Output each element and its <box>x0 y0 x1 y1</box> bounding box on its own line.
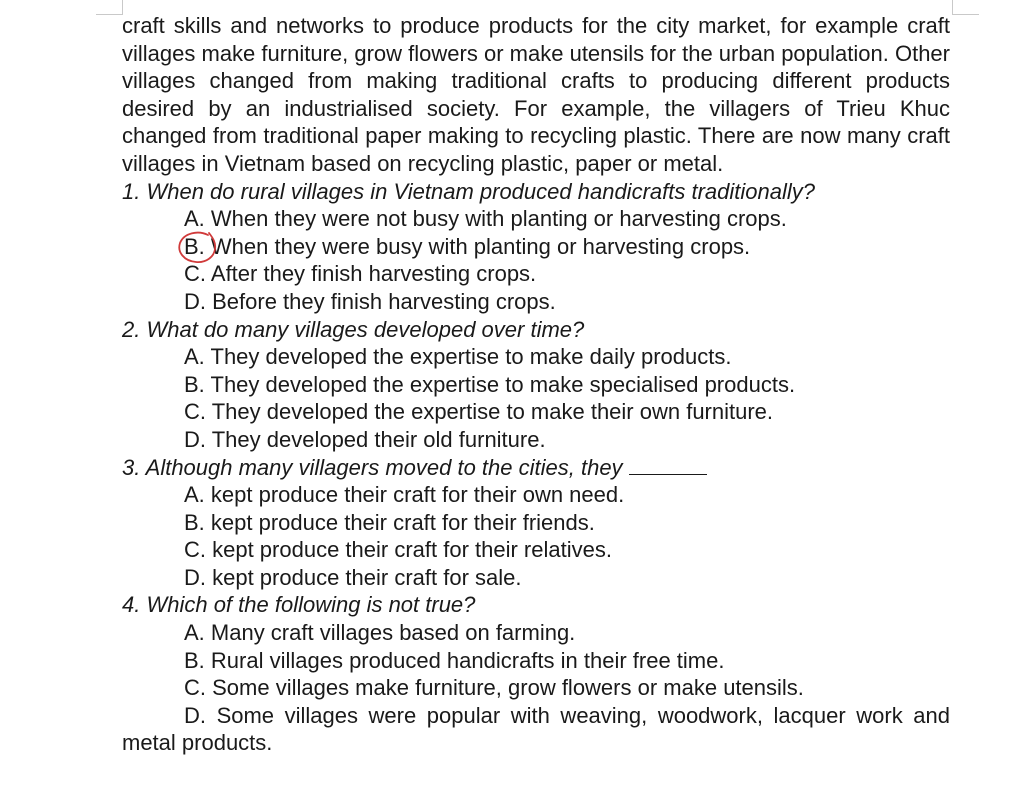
question-3-option-a[interactable]: A. kept produce their craft for their own need. <box>184 482 625 508</box>
question-2-option-b[interactable]: B. They developed the expertise to make specialised products. <box>184 371 796 397</box>
question-2-option-a[interactable]: A. They developed the expertise to make daily products. <box>184 344 732 370</box>
question-4: 4. Which of the following is not true? <box>122 592 476 618</box>
question-4-option-c[interactable]: C. Some villages make furniture, grow flowers or make utensils. <box>184 675 804 701</box>
question-1: 1. When do rural villages in Vietnam produced handicrafts traditionally? <box>122 178 815 204</box>
question-4-option-d[interactable]: D. Some villages were popular with weaving, woodwork, lacquer work and metal products. <box>122 702 950 756</box>
question-4-option-a[interactable]: A. Many craft villages based on farming. <box>184 620 576 646</box>
question-4-option-b[interactable]: B. Rural villages produced handicrafts in their free time. <box>184 647 725 673</box>
question-1-option-b[interactable]: B. When they were busy with planting or harvesting crops. <box>184 233 751 259</box>
question-3-option-c[interactable]: C. kept produce their craft for their relatives. <box>184 537 612 563</box>
question-2: 2. What do many villages developed over time? <box>122 316 585 342</box>
question-2-option-d[interactable]: D. They developed their old furniture. <box>184 426 546 452</box>
question-3-option-d[interactable]: D. kept produce their craft for sale. <box>184 564 522 590</box>
question-2-option-c[interactable]: C. They developed the expertise to make their own furniture. <box>184 399 774 425</box>
document-page <box>122 12 950 757</box>
question-1-option-d[interactable]: D. Before they finish harvesting crops. <box>184 288 556 314</box>
page-corner-mark-right <box>952 0 979 15</box>
question-1-option-c[interactable]: C. After they finish harvesting crops. <box>184 261 537 287</box>
answer-blank <box>629 456 707 475</box>
passage-paragraph: craft skills and networks to produce products for the city market, for example craft villages make furniture, grow flowers or make utensils for the urban population. Other villages changed from making traditional crafts to producing different products desired by an industrialised society. For example, the villagers of Trieu Khuc changed from traditional paper making to recycling plastic. There are now many craft villages in Vietnam based on recycling plastic, paper or metal. <box>122 13 950 176</box>
question-3-text: 3. Although many villagers moved to the cities, they <box>122 454 623 480</box>
question-3 <box>122 454 950 482</box>
page-corner-mark-left <box>96 0 123 15</box>
question-3-option-b[interactable]: B. kept produce their craft for their friends. <box>184 509 595 535</box>
question-1-option-a[interactable]: A. When they were not busy with planting or harvesting crops. <box>184 206 787 232</box>
